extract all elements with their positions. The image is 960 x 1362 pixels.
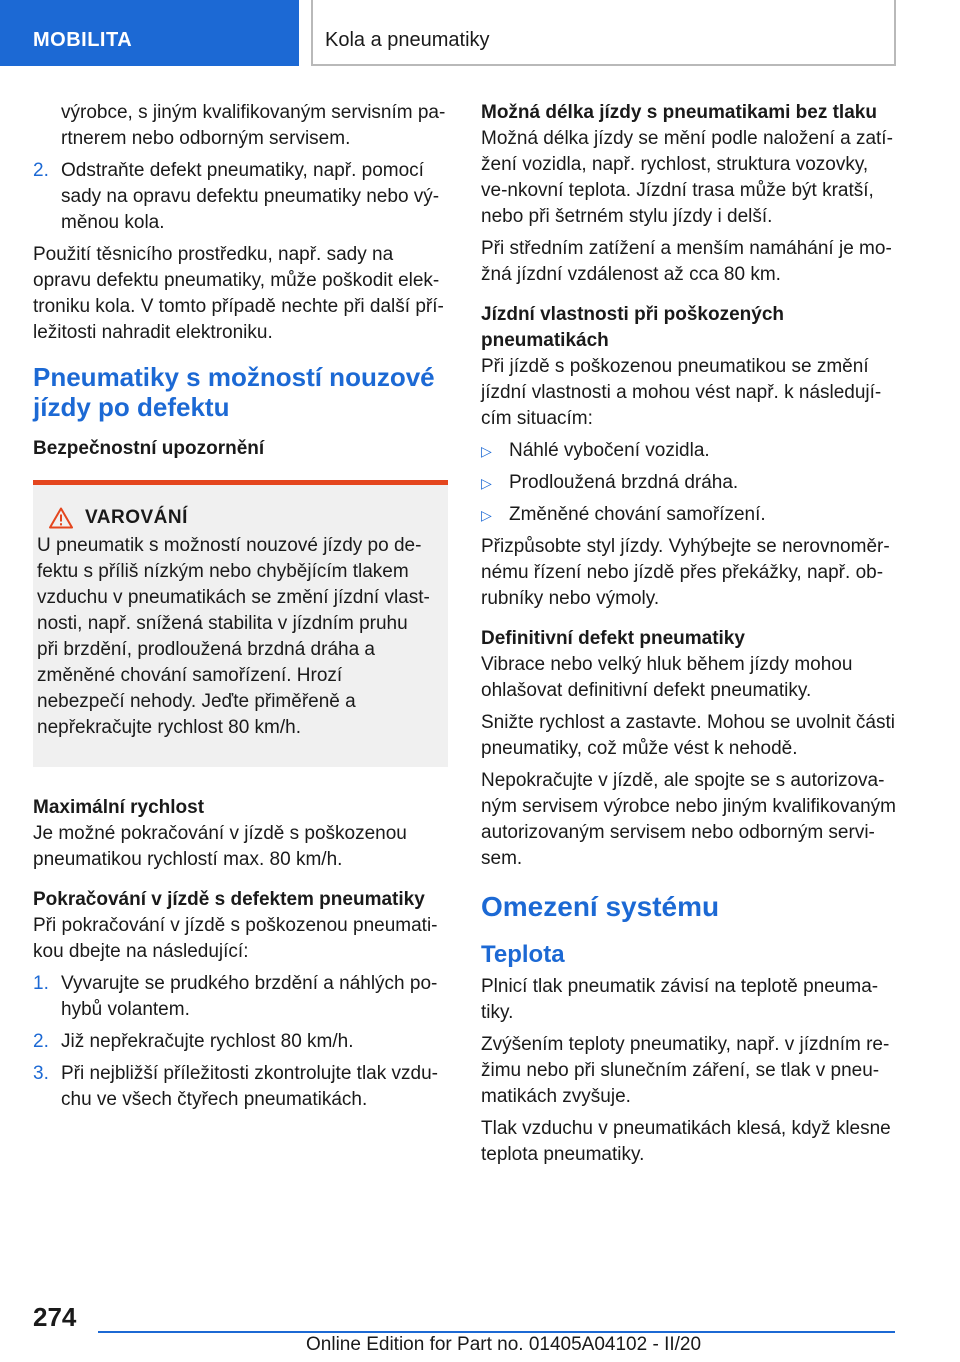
list-item — [481, 502, 899, 528]
heading-continue: Pokračování v jízdě s defektem pneumatiky — [33, 889, 425, 910]
header-section-tab — [0, 0, 299, 66]
heading-handling: Jízdní vlastnosti při poškozených pneumatikách — [481, 304, 785, 351]
bullet-text: Náhlé vybočení vozidla. — [509, 440, 710, 461]
temp-text-1: Plnicí tlak pneumatik závisí na teplotě pneuma-tiky. — [481, 976, 879, 1023]
heading-maxspeed: Maximální rychlost — [33, 797, 205, 818]
left-column — [33, 100, 448, 1119]
right-column — [481, 100, 899, 1174]
list-item — [33, 1029, 448, 1055]
final-text-3: Nepokračujte v jízdě, ale spojte se s autorizova-ným servisem výrobce nebo jiným kvalifikovaným autorizovaným servisem nebo odborným servi-sem. — [481, 770, 896, 869]
list-item — [33, 971, 448, 1023]
repair-steps — [33, 158, 448, 236]
step-text: Při nejbližší příležitosti zkontrolujte tlak vzdu-chu ve všech čtyřech pneumatikách. — [61, 1063, 438, 1110]
maxspeed-text: Je možné pokračování v jízdě s poškozenou pneumatikou rychlostí max. 80 km/h. — [33, 823, 407, 870]
handling-text: Při jízdě s poškozenou pneumatikou se změní jízdní vlastnosti a mohou vést např. k následují-cím situacím: — [481, 356, 882, 429]
range-text-1: Možná délka jízdy se mění podle naložení a zatí-žení vozidla, např. rychlost, struktura vozovky, ve-nkovní teplota. Jízdní trasa může být kratší, nebo při šetrném stylu jízdy i delší. — [481, 128, 893, 227]
header-chapter-tab — [311, 0, 896, 66]
warning-header — [49, 505, 434, 531]
section-title: MOBILITA — [33, 29, 133, 51]
list-item — [33, 1061, 448, 1113]
footer-divider — [98, 1331, 895, 1333]
step-text: Vyvarujte se prudkého brzdění a náhlých po-hybů volantem. — [61, 973, 438, 1020]
temp-text-3: Tlak vzduchu v pneumatikách klesá, když klesne teplota pneumatiky. — [481, 1118, 891, 1165]
warning-title: VAROVÁNÍ — [85, 507, 188, 528]
triangle-bullet-icon: ▷ — [481, 507, 492, 523]
bullet-text: Prodloužená brzdná dráha. — [509, 472, 739, 493]
heading-safety: Bezpečnostní upozornění — [33, 438, 265, 459]
intro-continuation: výrobce, s jiným kvalifikovaným servisním pa-rtnerem nebo odborným servisem. — [61, 102, 446, 149]
continue-text: Při pokračování v jízdě s poškozenou pneumati-kou dbejte na následující: — [33, 915, 438, 962]
warning-triangle-icon — [49, 507, 73, 529]
heading-runflat: Pneumatiky s možností nouzové jízdy po defektu — [33, 362, 435, 422]
triangle-bullet-icon: ▷ — [481, 475, 492, 491]
heading-temperature: Teplota — [481, 941, 565, 968]
step-text: Odstraňte defekt pneumatiky, např. pomocí sady na opravu defektu pneumatiky nebo vý-měnou kola. — [61, 160, 440, 233]
warning-text: U pneumatik s možností nouzové jízdy po de-fektu s příliš nízkým nebo chybějícím tlakem vzduchu v pneumatikách se změní jízdní vlast-nosti, např. snížená stabilita v jízdním pruhu při brzdění, prodloužená brzdná dráha a změněné chování samořízení. Hrozí nebezpečí nehody. Jeďte přiměřeně a nepřekračujte rychlost 80 km/h. — [37, 535, 430, 738]
list-item — [33, 158, 448, 236]
warning-box — [33, 480, 448, 767]
adapt-text: Přizpůsobte styl jízdy. Vyhýbejte se nerovnoměr-nému řízení nebo jízdě přes překážky, např. ob-rubníky nebo výmoly. — [481, 536, 890, 609]
heading-range: Možná délka jízdy s pneumatikami bez tlaku — [481, 102, 877, 123]
page-number: 274 — [33, 1302, 77, 1332]
edition-note: Online Edition for Part no. 01405A04102 - II/20 — [306, 1334, 702, 1355]
chapter-title: Kola a pneumatiky — [325, 29, 490, 51]
continue-steps — [33, 971, 448, 1113]
sealant-note: Použití těsnicího prostředku, např. sady na opravu defektu pneumatiky, může poškodit elek-troniku kola. V tomto případě nechte při další pří-ležitosti nahradit elektroniku. — [33, 244, 444, 343]
final-text-2: Snižte rychlost a zastavte. Mohou se uvolnit části pneumatiky, což může vést k nehodě. — [481, 712, 895, 759]
list-item — [481, 470, 899, 496]
range-text-2: Při středním zatížení a menším namáhání je mo-žná jízdní vzdálenost až cca 80 km. — [481, 238, 892, 285]
step-text: Již nepřekračujte rychlost 80 km/h. — [61, 1031, 354, 1052]
final-text-1: Vibrace nebo velký hluk během jízdy mohou ohlašovat definitivní defekt pneumatiky. — [481, 654, 853, 701]
bullet-text: Změněné chování samořízení. — [509, 504, 766, 525]
heading-final-defect: Definitivní defekt pneumatiky — [481, 628, 745, 649]
temp-text-2: Zvýšením teploty pneumatiky, např. v jízdním re-žimu nebo při slunečním záření, se tlak v pneu-matikách zvyšuje. — [481, 1034, 890, 1107]
step-number: 2. — [33, 160, 49, 181]
step-number: 3. — [33, 1063, 49, 1084]
handling-bullets — [481, 438, 899, 528]
triangle-bullet-icon: ▷ — [481, 443, 492, 459]
list-item — [481, 438, 899, 464]
step-number: 1. — [33, 973, 49, 994]
heading-system-limits: Omezení systému — [481, 891, 720, 922]
step-number: 2. — [33, 1031, 49, 1052]
